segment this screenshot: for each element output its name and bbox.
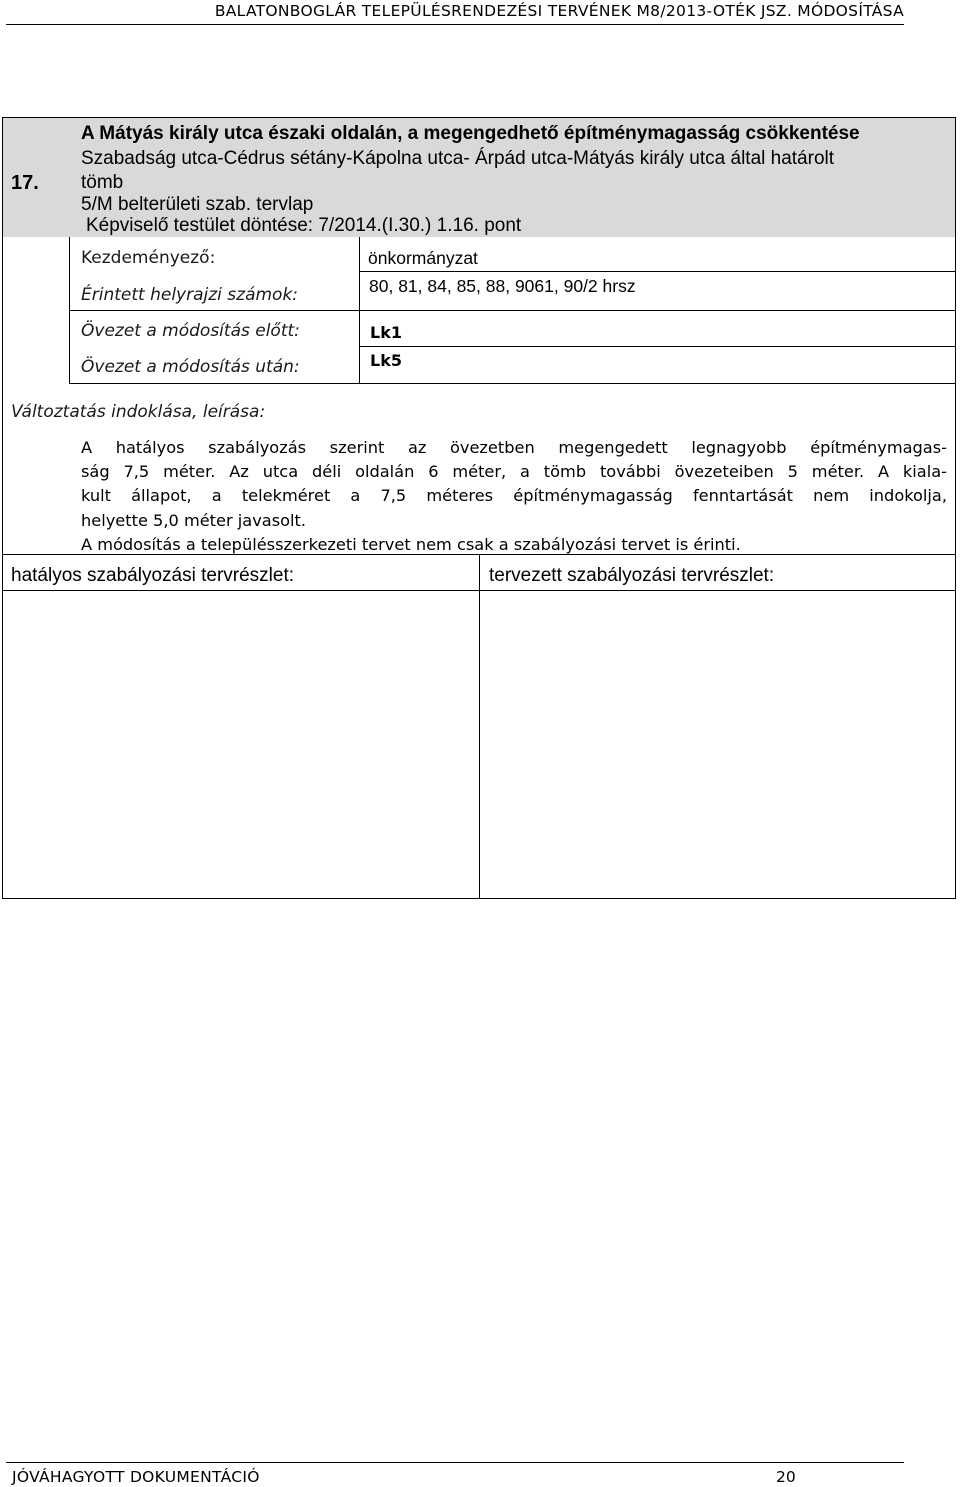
planned-plan-excerpt-area [480,591,955,898]
reason-line: A hatályos szabályozás szerint az övezetben megengedett legnagyobb építménymagas- [81,438,947,457]
item-plan-sheet: 5/M belterületi szab. tervlap [81,194,314,215]
item-number: 17. [11,172,39,194]
grid-rule-2 [69,310,955,311]
document-header-title: BALATONBOGLÁR TELEPÜLÉSRENDEZÉSI TERVÉNEK M8/2013-OTÉK JSZ. MÓDOSÍTÁSA [214,2,904,20]
modification-sheet [2,117,956,899]
zone-before-value: Lk1 [370,323,402,342]
parcels-label: Érintett helyrajzi számok: [81,285,299,305]
footer-label: JÓVÁHAGYOTT DOKUMENTÁCIÓ [12,1468,260,1486]
footer-rule [6,1462,904,1463]
reason-heading: Változtatás indoklása, leírása: [11,402,266,422]
planned-plan-label: tervezett szabályozási tervrészlet: [489,565,775,586]
current-plan-label: hatályos szabályozási tervrészlet: [11,565,295,586]
initiator-value: önkormányzat [368,248,478,268]
zone-after-value: Lk5 [370,351,402,370]
reason-paragraph [81,436,947,557]
reason-line: helyette 5,0 méter javasolt. [81,510,307,530]
zone-before-label: Övezet a módosítás előtt: [81,321,300,341]
parcels-value: 80, 81, 84, 85, 88, 9061, 90/2 hrsz [369,276,636,296]
initiator-label: Kezdeményező: [81,248,216,268]
page-number: 20 [776,1468,796,1486]
item-title: A Mátyás király utca északi oldalán, a megengedhető építménymagasság csökkentése [81,123,860,144]
current-plan-excerpt-area [3,591,479,898]
reason-line: A módosítás a településszerkezeti tervet nem csak a szabályozási tervet is érinti. [81,534,741,554]
item-council-decision: Képviselő testület döntése: 7/2014.(I.30.) 1.16. pont [86,215,522,236]
zone-after-label: Övezet a módosítás után: [81,357,300,377]
reason-line: ság 7,5 méter. Az utca déli oldalán 6 méter, a tömb további övezeteiben 5 méter. A kiala- [81,462,947,482]
grid-rule-1 [359,271,955,272]
grid-rule-4 [69,383,955,384]
item-area-line2: tömb [81,172,124,193]
header-rule [6,24,904,25]
item-area-line1: Szabadság utca-Cédrus sétány-Kápolna utca- Árpád utca-Mátyás király utca által határolt [81,148,835,169]
grid-rule-3 [359,346,955,347]
reason-line: kult állapot, a telekméret a 7,5 méteres építménymagasság fenntartását nem indokolja, [81,486,947,506]
